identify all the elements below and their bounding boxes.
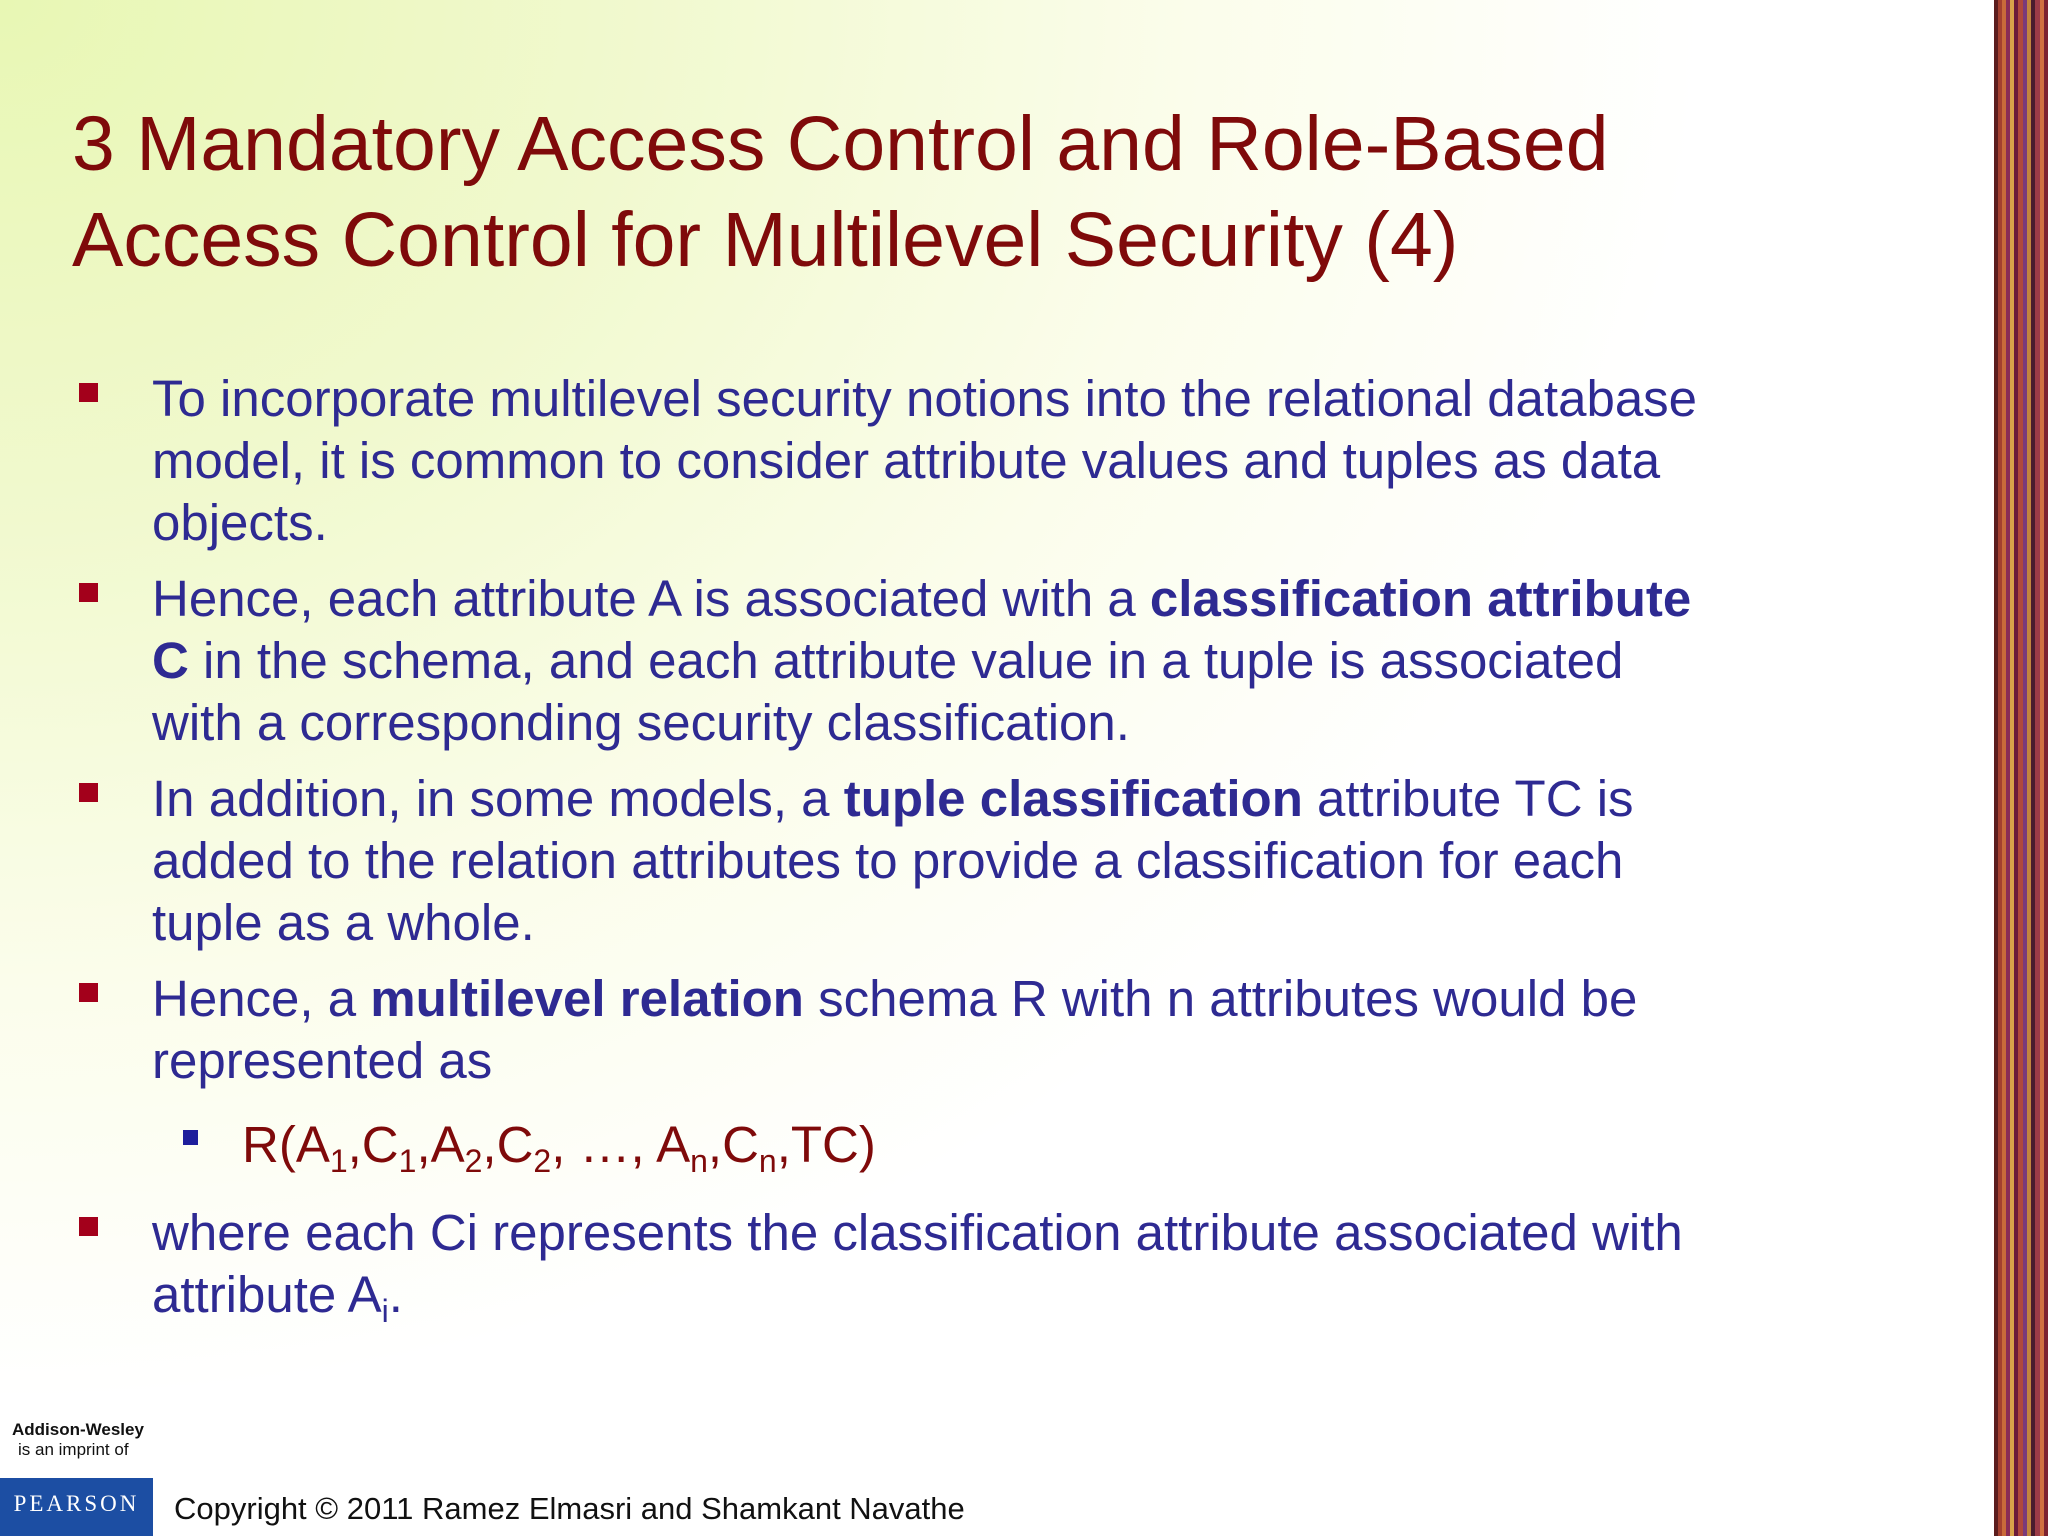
copyright-text: Copyright © 2011 Ramez Elmasri and Shamkant Navathe <box>174 1491 965 1526</box>
square-bullet-icon <box>79 383 98 402</box>
bullet-line: added to the relation attributes to provide a classification for each <box>152 832 1624 889</box>
formula-text: ,TC) <box>776 1116 876 1173</box>
sub-bullet-formula <box>0 1114 1960 1179</box>
bold-term-classification-attribute: classification attribute <box>1149 570 1692 627</box>
bullet-line: model, it is common to consider attribute values and tuples as data <box>152 432 1661 489</box>
publisher-logo <box>0 1420 153 1460</box>
slide-title <box>72 96 1952 288</box>
subscript: 2 <box>533 1143 552 1179</box>
subscript: n <box>758 1143 777 1179</box>
square-bullet-icon <box>79 583 98 602</box>
bold-term-tuple-classification: tuple classification <box>843 770 1303 827</box>
bullet-item <box>0 1202 1960 1329</box>
formula-text: ,C <box>347 1116 399 1173</box>
bullet-line <box>152 768 1960 830</box>
bullet-line: with a corresponding security classification. <box>152 694 1130 751</box>
decorative-stripe-border <box>1994 0 2048 1536</box>
text-run: In addition, in some models, a <box>152 770 844 827</box>
publisher-imprint-text: is an imprint of <box>18 1440 129 1459</box>
subscript: i <box>381 1293 389 1329</box>
subscript: 2 <box>464 1143 483 1179</box>
pearson-logo: PEARSON <box>0 1478 153 1536</box>
text-run: Hence, a <box>152 970 371 1027</box>
bullet-item <box>0 368 1960 554</box>
bullet-line: tuple as a whole. <box>152 894 535 951</box>
bullet-line <box>152 630 1960 692</box>
bold-term-c: C <box>152 632 189 689</box>
subscript: 1 <box>329 1143 348 1179</box>
bullet-item <box>0 568 1960 754</box>
formula-text: ,C <box>707 1116 759 1173</box>
subscript: 1 <box>398 1143 417 1179</box>
text-run: attribute A <box>152 1266 382 1323</box>
bullet-line: objects. <box>152 494 328 551</box>
formula-text: ,C <box>482 1116 534 1173</box>
text-run: in the schema, and each attribute value in a tuple is associated <box>188 632 1624 689</box>
title-line: Access Control for Multilevel Security (4) <box>72 197 1459 283</box>
square-sub-bullet-icon <box>183 1130 198 1145</box>
bullet-line <box>152 968 1960 1030</box>
bullet-item <box>0 968 1960 1092</box>
title-line: 3 Mandatory Access Control and Role-Based <box>72 101 1609 187</box>
subscript: n <box>690 1143 708 1179</box>
formula-text: , …, A <box>551 1116 691 1173</box>
bullet-line <box>152 568 1960 630</box>
formula-text: R(A <box>242 1116 330 1173</box>
publisher-name: Addison-Wesley <box>12 1420 144 1439</box>
bullet-item <box>0 768 1960 954</box>
bold-term-multilevel-relation: multilevel relation <box>370 970 804 1027</box>
text-run: . <box>388 1266 403 1323</box>
square-bullet-icon <box>79 983 98 1002</box>
bullet-list <box>0 368 1960 1340</box>
text-run: schema R with n attributes would be <box>803 970 1638 1027</box>
square-bullet-icon <box>79 783 98 802</box>
text-run: attribute TC is <box>1302 770 1634 827</box>
bullet-line: where each Ci represents the classification attribute associated with <box>152 1204 1683 1261</box>
bullet-line: represented as <box>152 1032 493 1089</box>
square-bullet-icon <box>79 1217 98 1236</box>
formula-text: ,A <box>416 1116 465 1173</box>
text-run: Hence, each attribute A is associated with a <box>152 570 1150 627</box>
bullet-line <box>152 1264 1960 1329</box>
bullet-line: To incorporate multilevel security notions into the relational database <box>152 370 1698 427</box>
